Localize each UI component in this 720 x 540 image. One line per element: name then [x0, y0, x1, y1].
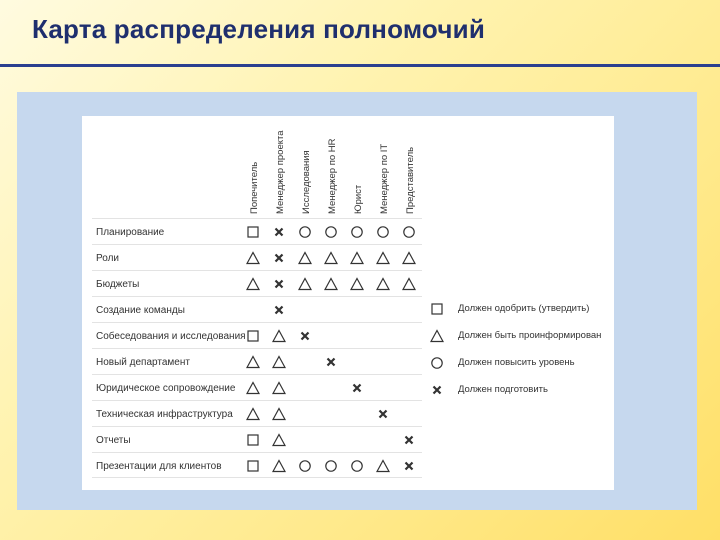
triangle-icon — [246, 407, 260, 421]
row-label: Новый департамент — [96, 356, 190, 368]
column-header — [298, 116, 322, 220]
cross-icon — [430, 383, 444, 397]
column-header-label: Попечитель — [249, 161, 260, 214]
circle-icon — [402, 225, 416, 239]
triangle-icon — [246, 277, 260, 291]
row-label: Собеседования и исследования — [96, 330, 246, 342]
triangle-icon — [350, 277, 364, 291]
triangle-icon — [298, 251, 312, 265]
triangle-icon — [272, 355, 286, 369]
circle-icon — [298, 459, 312, 473]
square-icon — [246, 225, 260, 239]
legend-text: Должен одобрить (утвердить) — [458, 303, 590, 314]
triangle-icon — [324, 277, 338, 291]
cross-icon — [350, 381, 364, 395]
row-label: Презентации для клиентов — [96, 460, 222, 472]
table-row — [92, 270, 422, 296]
row-label: Создание команды — [96, 304, 185, 316]
triangle-icon — [272, 433, 286, 447]
page-title: Карта распределения полномочий — [32, 14, 486, 44]
legend-item — [430, 300, 610, 318]
column-header — [376, 116, 400, 220]
triangle-icon — [272, 407, 286, 421]
column-header — [350, 116, 374, 220]
legend-item — [430, 381, 610, 399]
triangle-icon — [402, 251, 416, 265]
square-icon — [246, 433, 260, 447]
triangle-icon — [376, 251, 390, 265]
column-header — [272, 116, 296, 220]
triangle-icon — [272, 381, 286, 395]
legend-item — [430, 327, 610, 345]
cross-icon — [272, 251, 286, 265]
table-row — [92, 322, 422, 348]
circle-icon — [298, 225, 312, 239]
legend-text: Должен повысить уровень — [458, 357, 575, 368]
row-label: Роли — [96, 252, 119, 264]
row-label: Юридическое сопровождение — [96, 382, 236, 394]
cross-icon — [298, 329, 312, 343]
column-header-label: Менеджер по IT — [379, 143, 390, 214]
cross-icon — [272, 225, 286, 239]
circle-icon — [376, 225, 390, 239]
row-label: Планирование — [96, 226, 165, 238]
column-header — [324, 116, 348, 220]
triangle-icon — [350, 251, 364, 265]
triangle-icon — [402, 277, 416, 291]
cross-icon — [402, 459, 416, 473]
table-row — [92, 244, 422, 270]
table-row — [92, 218, 422, 244]
column-header-label: Менеджер по HR — [327, 138, 338, 214]
cross-icon — [324, 355, 338, 369]
column-header — [402, 116, 426, 220]
table-row — [92, 374, 422, 400]
triangle-icon — [298, 277, 312, 291]
circle-icon — [430, 356, 444, 370]
triangle-icon — [272, 459, 286, 473]
cross-icon — [272, 303, 286, 317]
table-row — [92, 452, 422, 478]
cross-icon — [402, 433, 416, 447]
row-label: Бюджеты — [96, 278, 140, 290]
triangle-icon — [246, 381, 260, 395]
table-row — [92, 426, 422, 452]
cross-icon — [376, 407, 390, 421]
square-icon — [246, 329, 260, 343]
triangle-icon — [272, 329, 286, 343]
legend-text: Должен быть проинформирован — [458, 330, 602, 341]
circle-icon — [350, 225, 364, 239]
title-rule — [0, 64, 720, 67]
column-header-label: Менеджер проекта — [275, 130, 286, 214]
table-row — [92, 348, 422, 374]
triangle-icon — [376, 459, 390, 473]
column-header — [246, 116, 270, 220]
triangle-icon — [430, 329, 444, 343]
authority-matrix — [82, 116, 614, 490]
triangle-icon — [246, 251, 260, 265]
table-row — [92, 296, 422, 322]
square-icon — [430, 302, 444, 316]
cross-icon — [272, 277, 286, 291]
column-header-label: Исследования — [301, 150, 312, 214]
legend-item — [430, 354, 610, 372]
column-header-label: Представитель — [405, 146, 416, 214]
legend-text: Должен подготовить — [458, 384, 548, 395]
circle-icon — [350, 459, 364, 473]
circle-icon — [324, 459, 338, 473]
triangle-icon — [246, 355, 260, 369]
triangle-icon — [324, 251, 338, 265]
row-label: Техническая инфраструктура — [96, 408, 233, 420]
square-icon — [246, 459, 260, 473]
column-header-label: Юрист — [353, 184, 364, 214]
triangle-icon — [376, 277, 390, 291]
row-label: Отчеты — [96, 434, 131, 446]
circle-icon — [324, 225, 338, 239]
table-row — [92, 400, 422, 426]
